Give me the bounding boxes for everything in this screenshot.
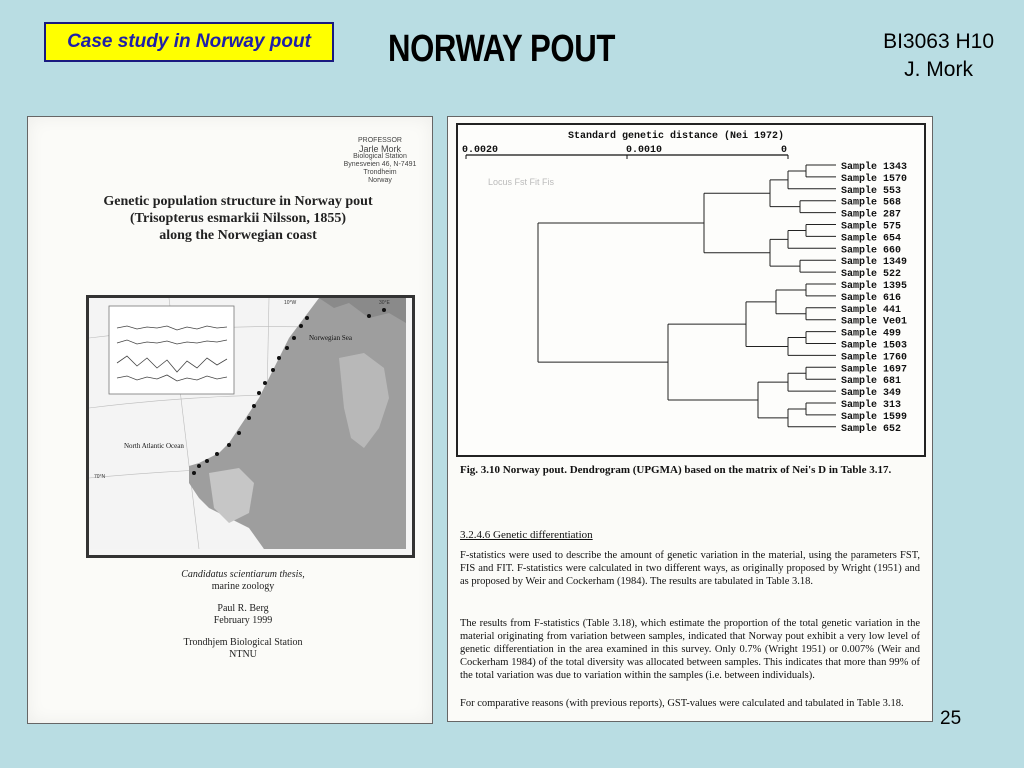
thesis-title-line2: (Trisopterus esmarkii Nilsson, 1855) (130, 211, 346, 226)
paragraph-3: For comparative reasons (with previous reports), GST-values were calculated and tabulated in Table 3.18. (460, 698, 904, 709)
dendrogram-figure (456, 123, 926, 457)
thesis-field: marine zoology (211, 581, 275, 592)
leaf-label: Sample 681 (841, 376, 902, 388)
leaf-label: Sample 575 (841, 221, 902, 233)
leaf-label: Sample 568 (841, 197, 902, 209)
thesis-title (88, 193, 388, 244)
leaf-label: Sample 349 (841, 388, 902, 400)
norway-map-svg (89, 298, 406, 549)
professor-address: Bynesveien 46, N-7491 Trondheim (343, 161, 417, 176)
dendrogram-heading: Standard genetic distance (Nei 1972) (568, 131, 785, 142)
map-label-ocean: North Atlantic Ocean (124, 442, 184, 450)
dendrogram-svg (458, 125, 924, 455)
thesis-cover-scan (27, 116, 433, 724)
leaf-label: Sample 1570 (841, 173, 908, 185)
professor-station: Biological Station (353, 153, 407, 160)
dendrogram-leaf-labels (841, 161, 907, 435)
map-coord-1: 10°W (284, 300, 297, 306)
leaf-label: Sample 1599 (841, 411, 908, 423)
dendrogram-branches (538, 165, 836, 427)
thesis-institution-short: NTNU (229, 649, 257, 660)
scale-label-left: 0.0020 (462, 145, 499, 156)
leaf-label: Sample 499 (841, 328, 902, 340)
thesis-institution: Trondhjem Biological Station (183, 637, 303, 648)
leaf-label: Sample 1343 (841, 162, 908, 173)
leaf-label: Sample 660 (841, 245, 902, 257)
professor-name: Jarle Mork (358, 144, 401, 154)
scale-label-right: 0 (781, 145, 788, 156)
leaf-label: Sample 652 (841, 423, 902, 435)
paragraph-2: The results from F-statistics (Table 3.18), which estimate the proportion of the total genetic variation in the material originating from variation between samples, indicated that Norway pout exhibit a very low level of genetic differentiation in the area examined in this survey. Only 0.7% (Wright 1951) or 0.007% (Weir and Cockerham 1984) of the total diversity was allocated between samples. This indicates that more than 99% of the total variation was due to variation within the samples (i.e. between individuals). (460, 618, 920, 681)
leaf-label: Sample 313 (841, 400, 902, 411)
leaf-label: Sample 1503 (841, 340, 908, 352)
leaf-label: Sample 287 (841, 209, 902, 221)
leaf-label: Sample 654 (841, 233, 902, 245)
map-coord-2: 30°E (379, 300, 390, 306)
section-heading: 3.2.4.6 Genetic differentiation (460, 529, 593, 541)
leaf-label: Sample 441 (841, 304, 902, 316)
figure-caption: Fig. 3.10 Norway pout. Dendrogram (UPGMA) based on the matrix of Nei's D in Table 3.17. (460, 464, 892, 476)
dendrogram-page-scan (447, 116, 933, 722)
leaf-label: Sample 553 (841, 185, 902, 197)
leaf-label: Sample 1697 (841, 364, 908, 376)
thesis-title-line3: along the Norwegian coast (159, 228, 317, 243)
norway-map-figure (86, 295, 415, 558)
professor-country: Norway (368, 177, 392, 184)
map-label-sea: Norwegian Sea (309, 334, 352, 342)
thesis-author: Paul R. Berg (217, 603, 269, 614)
case-study-tag-text: Case study in Norway pout (67, 31, 311, 52)
course-code: BI3063 H10 (883, 30, 994, 53)
course-info (883, 28, 994, 84)
professor-stamp (328, 137, 432, 185)
leaf-label: Sample 1760 (841, 352, 908, 364)
thesis-date: February 1999 (213, 615, 273, 626)
thesis-title-line1: Genetic population structure in Norway pout (103, 194, 373, 209)
leaf-label: Sample Ve01 (841, 316, 908, 328)
thesis-degree: Candidatus scientiarum thesis, (181, 569, 305, 580)
leaf-label: Sample 1395 (841, 281, 908, 292)
leaf-label: Sample 522 (841, 269, 902, 281)
ghost-table-header: Locus Fst Fit Fis (488, 177, 555, 187)
inset-allele-plot (109, 306, 234, 394)
thesis-credits (88, 569, 398, 661)
course-author: J. Mork (904, 58, 973, 81)
paragraph-1: F-statistics were used to describe the amount of genetic variation in the material, using the parameters FST, FIS and FIT. F-statistics were calculated in two different ways, as originally proposed by Wright (1951) and as proposed by Weir and Cockerham (1984). The results are tabulated in Table 3.18. (460, 550, 920, 587)
slide-title: NORWAY POUT (388, 28, 615, 70)
leaf-label: Sample 1349 (841, 257, 908, 269)
professor-title: PROFESSOR (358, 137, 402, 144)
leaf-label: Sample 616 (841, 292, 902, 304)
scale-label-mid: 0.0010 (626, 145, 663, 156)
map-coord-3: 70°N (94, 474, 106, 480)
page-number: 25 (940, 708, 962, 729)
case-study-tag (44, 22, 334, 62)
